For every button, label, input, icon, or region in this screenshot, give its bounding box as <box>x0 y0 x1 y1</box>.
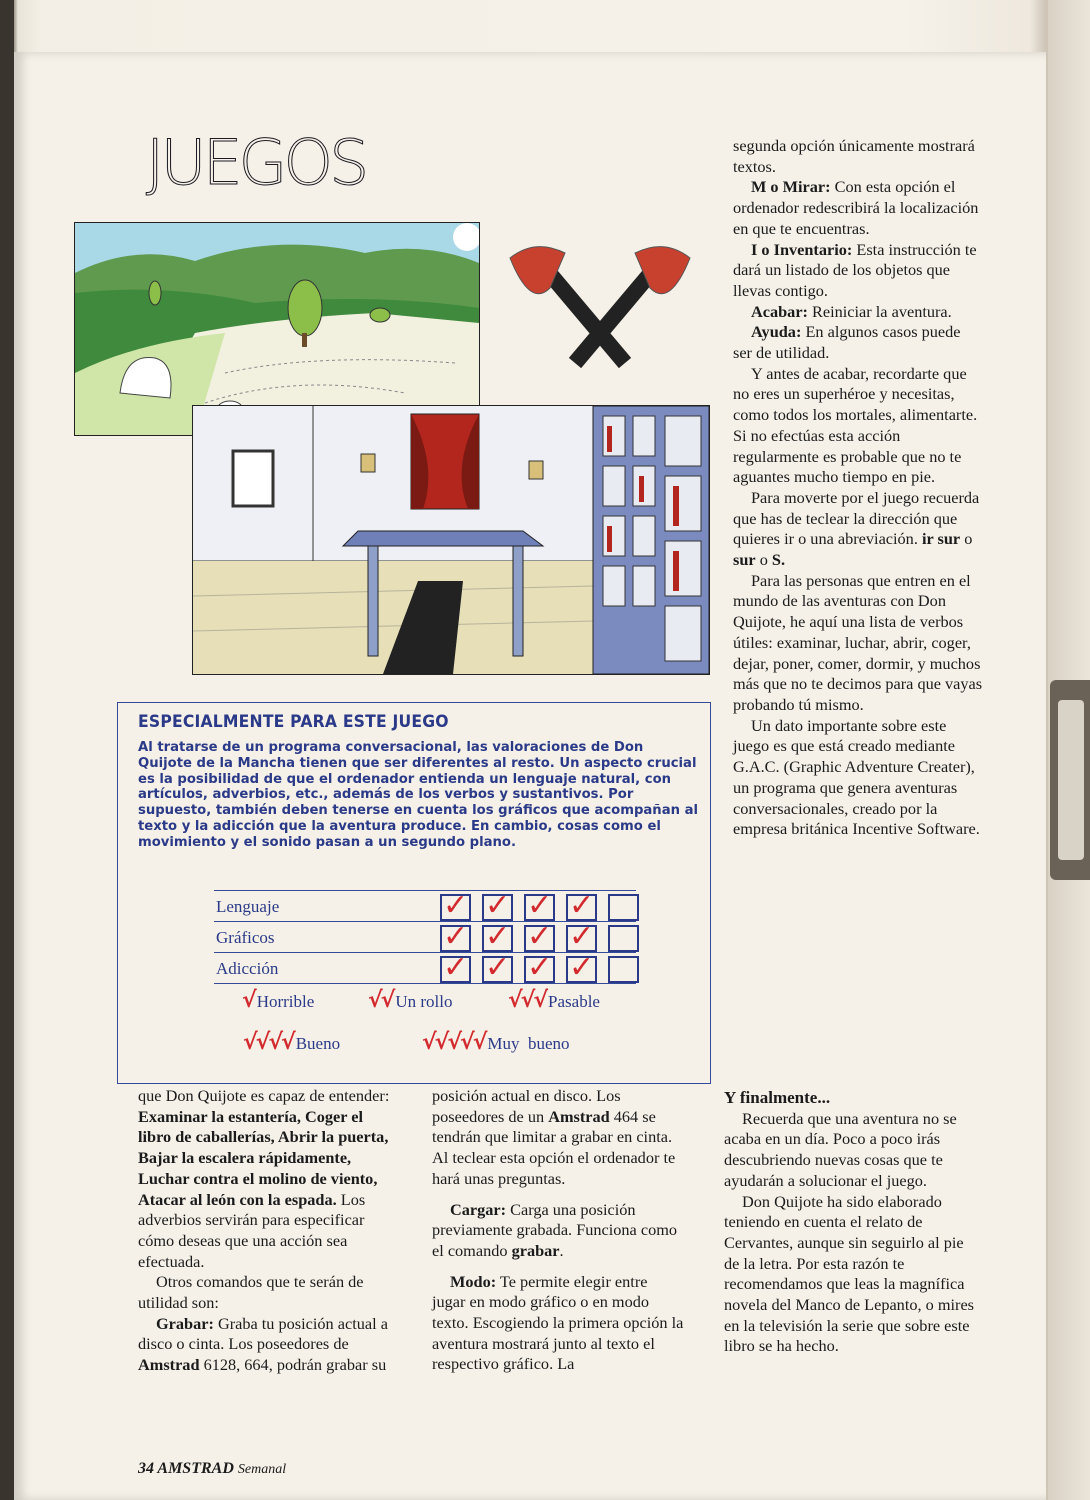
closing-paragraph: Recuerda que una aventura no se acaba en un día. Poco a poco irás descubriendo nuevas cosas que te ayudarán a solucionar el juego. <box>724 1108 957 1190</box>
magazine-name: AMSTRAD <box>157 1460 234 1477</box>
special-box-title: ESPECIALMENTE PARA ESTE JUEGO <box>138 712 449 732</box>
rating-row <box>214 890 636 921</box>
crossed-axes-illustration <box>505 238 695 368</box>
checked-box <box>524 956 555 983</box>
right-column-text <box>733 136 983 840</box>
empty-box <box>608 894 639 921</box>
left-column-text <box>138 1086 390 1376</box>
ratings-table <box>214 890 636 984</box>
paragraph: Un dato importante sobre este juego es que está creado mediante G.A.C. (Graphic Adventure Creater), un programa que genera aventuras conversacionales, creado por la empresa británica Incentive Software. <box>733 715 980 839</box>
paragraph: segunda opción únicamente mostrará textos. <box>733 136 975 176</box>
paragraph: posición actual en disco. Los poseedores de un Amstrad 464 se tendrán que limitar a grabar en cinta. Al teclear esta opción el ordenador te hará unas preguntas. <box>432 1086 676 1188</box>
paragraph: M o Mirar: Con esta opción el ordenador redescribirá la localización en que te encuentras. <box>733 177 979 238</box>
right-column-closing <box>724 1088 976 1357</box>
checked-box <box>566 925 597 952</box>
magazine-edition: Semanal <box>237 1462 287 1477</box>
legend-horrible: √ Horrible <box>242 988 315 1013</box>
rating-label: Lenguaje <box>216 897 280 916</box>
rating-boxes <box>440 925 639 952</box>
rating-label: Adicción <box>216 959 279 978</box>
rating-boxes <box>440 894 639 921</box>
closing-paragraph: Don Quijote ha sido elaborado teniendo en cuenta el relato de Cervantes, aunque sin seguirlo al pie de la letra. Por esta razón te recomendamos que leas la magnífica novela del Manco de Lepanto, o mires en la televisión la serie que sobre este libro se ha hecho. <box>724 1191 975 1356</box>
paragraph: Ayuda: En algunos casos puede ser de utilidad. <box>733 322 961 363</box>
game-screenshot-landscape <box>74 222 480 436</box>
checked-box <box>440 925 471 952</box>
paragraph: Modo: Te permite elegir entre jugar en modo gráfico o en modo texto. Escogiendo la primera opción la aventura mostrará junto al texto el respectivo gráfico. La <box>432 1271 684 1374</box>
paragraph: Para las personas que entren en el mundo de las aventuras con Don Quijote, he aquí una lista de verbos útiles: examinar, luchar, abrir, coger, dejar, poner, comer, dormir, y muchos más que no te decimos para que vayas probando tú mismo. <box>733 570 983 714</box>
paragraph: Para moverte por el juego recuerda que has de teclear la dirección que quieres ir o una abreviación. ir sur o sur o S. <box>733 487 980 570</box>
checked-box <box>482 894 513 921</box>
legend-checks: √ <box>242 988 255 1013</box>
page-number: 34 <box>138 1460 154 1477</box>
section-title: JUEGOS <box>145 126 366 199</box>
page-footer <box>138 1460 286 1478</box>
binding-spine <box>0 0 14 1500</box>
empty-box <box>608 956 639 983</box>
checked-box <box>566 894 597 921</box>
checked-box <box>440 894 471 921</box>
middle-column-text <box>432 1086 684 1375</box>
paragraph: Y antes de acabar, recordarte que no eres un superhéroe y necesitas, como todos los mortales, alimentarte. Si no efectúas esta acción regularmente es probable que no te aguantes mucho tiempo en pie. <box>733 363 978 487</box>
special-box-text: Al tratarse de un programa conversacional, las valoraciones de Don Quijote de la Mancha tienen que ser diferentes al resto. Un aspecto crucial es la posibilidad de que el ordenador entienda un lenguaje natural, con artículos, adverbios, etc., además de los verbos y sustantivos. Por supuesto, también deben tenerse en cuenta los gráficos que acompañan al texto y la adicción que la aventura produce. En cambio, cosas como el movimiento y el sonido pasan a un segundo plano. <box>138 740 698 850</box>
legend-un-rollo: √√ Un rollo <box>368 988 453 1013</box>
checked-box <box>482 956 513 983</box>
checked-box <box>440 956 471 983</box>
legend-checks: √√√√ <box>243 1030 294 1055</box>
checked-box <box>566 956 597 983</box>
adjacent-page-speaker-photo <box>1050 680 1090 880</box>
game-screenshot-library-room <box>192 405 710 675</box>
paragraph: que Don Quijote es capaz de entender: Examinar la estantería, Coger el libro de caballerías, Abrir la puerta, Bajar la escalera rápidamente, Luchar contra el molino de viento, Atacar al león con la espada. Los adverbios servirán para especificar cómo deseas que una acción sea efectuada. <box>138 1086 390 1271</box>
rating-row <box>214 921 636 952</box>
paragraph: Grabar: Graba tu posición actual a disco o cinta. Los poseedores de Amstrad 6128, 664, podrán grabar su <box>138 1313 388 1375</box>
rating-boxes <box>440 956 639 983</box>
checked-box <box>524 894 555 921</box>
checked-box <box>482 925 513 952</box>
paragraph: I o Inventario: Esta instrucción te dará un listado de los objetos que llevas contigo. <box>733 239 977 300</box>
paragraph: Otros comandos que te serán de utilidad son: <box>138 1272 364 1313</box>
rating-row <box>214 952 636 984</box>
checked-box <box>524 925 555 952</box>
paragraph: Acabar: Reiniciar la aventura. <box>751 301 952 321</box>
legend-pasable: √√√ Pasable <box>508 988 600 1013</box>
rating-label: Gráficos <box>216 928 275 947</box>
closing-heading: Y finalmente... <box>724 1088 831 1107</box>
legend-bueno: √√√√ Bueno <box>243 1030 341 1055</box>
legend-checks: √√√ <box>508 988 547 1013</box>
legend-muy-bueno: √√√√√ Muy bueno <box>422 1030 570 1055</box>
empty-box <box>608 925 639 952</box>
legend-checks: √√ <box>368 988 394 1013</box>
legend-checks: √√√√√ <box>422 1030 486 1055</box>
paragraph: Cargar: Carga una posición previamente grabada. Funciona como el comando grabar. <box>432 1199 678 1260</box>
